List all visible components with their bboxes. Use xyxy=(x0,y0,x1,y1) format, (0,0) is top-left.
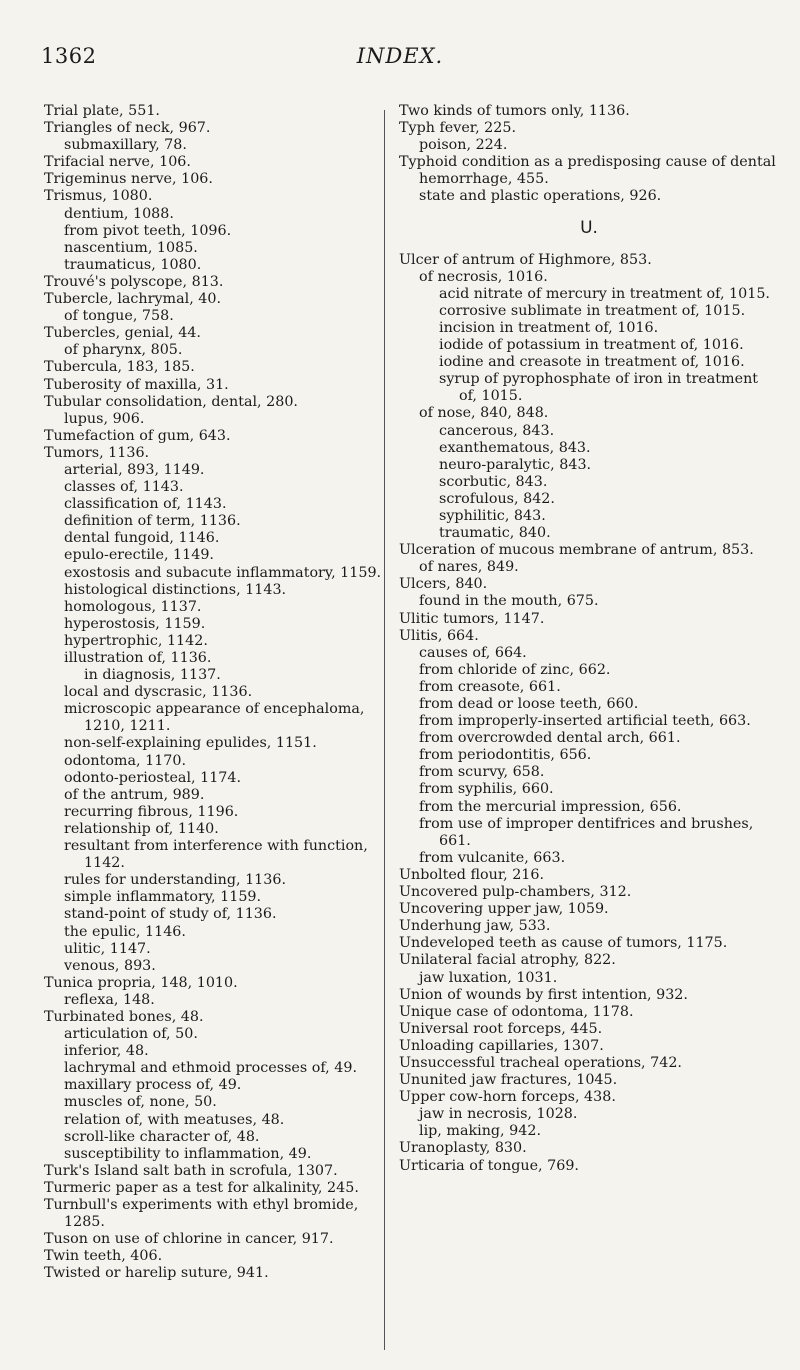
index-entry: acid nitrate of mercury in treatment of, 1015. xyxy=(439,285,770,302)
index-entry: scorbutic, 843. xyxy=(439,473,548,490)
index-entry: incision in treatment of, 1016. xyxy=(439,319,659,336)
index-entry: Unsuccessful tracheal operations, 742. xyxy=(399,1054,682,1071)
index-entry: definition of term, 1136. xyxy=(64,513,241,530)
index-entry: reflexa, 148. xyxy=(64,991,155,1008)
index-entry: from use of improper dentifrices and brushes, 661. xyxy=(419,815,754,849)
index-entry: Tuson on use of chlorine in cancer, 917. xyxy=(44,1231,334,1248)
index-entry: Uncovered pulp-chambers, 312. xyxy=(399,884,632,901)
index-entry: nascentium, 1085. xyxy=(64,239,198,256)
index-entry: in diagnosis, 1137. xyxy=(84,667,221,684)
index-entry: odontoma, 1170. xyxy=(64,752,187,769)
index-group-t-continued xyxy=(399,103,779,206)
index-entry: Upper cow-horn forceps, 438. xyxy=(399,1089,616,1106)
index-entry: homologous, 1137. xyxy=(64,598,202,615)
index-entry: Turbinated bones, 48. xyxy=(44,1008,204,1025)
index-entry: of necrosis, 1016. xyxy=(419,268,548,285)
index-entry: syrup of pyrophosphate of iron in treatment of, 1015. xyxy=(439,371,759,405)
index-entry: causes of, 664. xyxy=(419,644,527,661)
index-entry: Triangles of neck, 967. xyxy=(44,120,211,137)
index-entry: Turmeric paper as a test for alkalinity, 245. xyxy=(44,1179,359,1196)
index-entry: dentium, 1088. xyxy=(64,205,174,222)
index-entry: resultant from interference with function, 1142. xyxy=(64,838,368,872)
index-entry: Tumors, 1136. xyxy=(44,444,150,461)
index-entry: from scurvy, 658. xyxy=(419,764,545,781)
index-entry: maxillary process of, 49. xyxy=(64,1077,242,1094)
index-entry: Turnbull's experiments with ethyl bromide, 1285. xyxy=(44,1197,359,1231)
column-divider xyxy=(384,110,385,1350)
index-entry: from syphilis, 660. xyxy=(419,781,554,798)
index-entry: microscopic appearance of encephaloma, 1210, 1211. xyxy=(64,701,365,735)
index-column-left xyxy=(44,103,384,1282)
index-entry: Trigeminus nerve, 106. xyxy=(44,171,213,188)
index-entry: of nares, 849. xyxy=(419,559,519,576)
index-entry: histological distinctions, 1143. xyxy=(64,581,287,598)
index-entry: relation of, with meatuses, 48. xyxy=(64,1111,285,1128)
index-entry: relationship of, 1140. xyxy=(64,820,219,837)
index-column-right xyxy=(399,103,779,1175)
index-entry: Trouvé's polyscope, 813. xyxy=(44,273,224,290)
index-entry: susceptibility to inflammation, 49. xyxy=(64,1145,312,1162)
index-entry: Unloading capillaries, 1307. xyxy=(399,1037,604,1054)
index-entry: odonto-periosteal, 1174. xyxy=(64,769,242,786)
index-entry: Trismus, 1080. xyxy=(44,188,153,205)
index-entry: Typh fever, 225. xyxy=(399,120,516,137)
index-entry: Union of wounds by first intention, 932. xyxy=(399,986,688,1003)
index-entry: Unique case of odontoma, 1178. xyxy=(399,1003,634,1020)
index-entry: from pivot teeth, 1096. xyxy=(64,222,232,239)
index-entry: of pharynx, 805. xyxy=(64,342,183,359)
index-entry: Tuberosity of maxilla, 31. xyxy=(44,376,229,393)
index-entry: of nose, 840, 848. xyxy=(419,405,549,422)
index-entry: dental fungoid, 1146. xyxy=(64,530,220,547)
index-entry: Turk's Island salt bath in scrofula, 1307. xyxy=(44,1162,338,1179)
index-entry: Uncovering upper jaw, 1059. xyxy=(399,901,609,918)
index-entry: hypertrophic, 1142. xyxy=(64,632,208,649)
index-entry: neuro-paralytic, 843. xyxy=(439,456,592,473)
index-entry: non-self-explaining epulides, 1151. xyxy=(64,735,317,752)
index-entry: cancerous, 843. xyxy=(439,422,555,439)
index-entry: inferior, 48. xyxy=(64,1043,149,1060)
index-entry: Tubercle, lachrymal, 40. xyxy=(44,291,222,308)
index-entry: the epulic, 1146. xyxy=(64,923,186,940)
index-entry: illustration of, 1136. xyxy=(64,650,212,666)
index-entry: muscles of, none, 50. xyxy=(64,1094,217,1111)
index-entry: Unbolted flour, 216. xyxy=(399,866,545,883)
index-entry: Tumefaction of gum, 643. xyxy=(44,427,231,444)
index-entry: Tubercles, genial, 44. xyxy=(44,325,201,342)
index-entry: iodine and creasote in treatment of, 1016. xyxy=(439,354,745,371)
index-entry: epulo-erectile, 1149. xyxy=(64,547,214,564)
index-entry: found in the mouth, 675. xyxy=(419,593,599,610)
index-entry: Trifacial nerve, 106. xyxy=(44,154,191,171)
index-entry: jaw luxation, 1031. xyxy=(419,969,558,986)
index-entry: Undeveloped teeth as cause of tumors, 1175. xyxy=(399,935,728,952)
index-entry: Underhung jaw, 533. xyxy=(399,918,551,935)
index-entry: Ulitis, 664. xyxy=(399,627,479,644)
index-entry: lupus, 906. xyxy=(64,410,145,427)
index-entry: lip, making, 942. xyxy=(419,1123,541,1140)
index-entry: Twisted or harelip suture, 941. xyxy=(44,1265,269,1282)
index-entry: Ulceration of mucous membrane of antrum, 853. xyxy=(399,542,754,559)
index-entry: Tunica propria, 148, 1010. xyxy=(44,974,238,991)
index-entry: classes of, 1143. xyxy=(64,479,184,496)
index-entry: from overcrowded dental arch, 661. xyxy=(419,730,681,747)
index-entry: Twin teeth, 406. xyxy=(44,1248,163,1265)
index-entry: local and dyscrasic, 1136. xyxy=(64,684,253,701)
index-entry: from improperly-inserted artificial teeth, 663. xyxy=(419,713,751,730)
index-entry: Tubular consolidation, dental, 280. xyxy=(44,393,298,410)
index-entry: exostosis and subacute inflammatory, 1159. xyxy=(64,564,382,581)
index-entry: Trial plate, 551. xyxy=(44,103,160,119)
index-group-u xyxy=(399,252,779,1175)
index-entry: iodide of potassium in treatment of, 1016. xyxy=(439,337,744,354)
index-entry: simple inflammatory, 1159. xyxy=(64,889,262,906)
index-entry: classification of, 1143. xyxy=(64,496,227,513)
index-entry: traumatic, 840. xyxy=(439,525,551,542)
page-title: INDEX. xyxy=(356,44,444,68)
page-header xyxy=(0,44,800,84)
index-entry: traumaticus, 1080. xyxy=(64,256,202,273)
index-entry: venous, 893. xyxy=(64,957,156,974)
index-entry: lachrymal and ethmoid processes of, 49. xyxy=(64,1060,357,1077)
index-entry: submaxillary, 78. xyxy=(64,137,187,154)
index-entry: of tongue, 758. xyxy=(64,308,174,325)
index-entry: Urticaria of tongue, 769. xyxy=(399,1157,579,1174)
index-entry: syphilitic, 843. xyxy=(439,507,546,524)
index-entry: Ulcers, 840. xyxy=(399,576,488,593)
index-entry: recurring fibrous, 1196. xyxy=(64,803,239,820)
index-entry: Typhoid condition as a predisposing cause of dental hemorrhage, 455. xyxy=(399,154,776,188)
index-entry: hyperostosis, 1159. xyxy=(64,615,206,632)
index-entry: from the mercurial impression, 656. xyxy=(419,798,682,815)
index-entry: from creasote, 661. xyxy=(419,678,561,695)
index-entry: Tubercula, 183, 185. xyxy=(44,359,195,376)
page-number: 1362 xyxy=(41,44,97,68)
index-entry: Universal root forceps, 445. xyxy=(399,1020,603,1037)
index-entry: from dead or loose teeth, 660. xyxy=(419,696,639,712)
index-entry: Ulcer of antrum of Highmore, 853. xyxy=(399,251,652,268)
index-entry: Ulitic tumors, 1147. xyxy=(399,610,545,627)
index-entry: Ununited jaw fractures, 1045. xyxy=(399,1072,618,1089)
index-entry: poison, 224. xyxy=(419,137,508,154)
index-entry: from chloride of zinc, 662. xyxy=(419,661,611,678)
index-entry: state and plastic operations, 926. xyxy=(419,188,662,205)
index-entry: exanthematous, 843. xyxy=(439,439,591,456)
index-entry: scrofulous, 842. xyxy=(439,490,555,507)
index-entry: from vulcanite, 663. xyxy=(419,849,566,866)
index-entry: Uranoplasty, 830. xyxy=(399,1140,527,1157)
index-entry: corrosive sublimate in treatment of, 1015. xyxy=(439,302,746,319)
index-entry: of the antrum, 989. xyxy=(64,786,205,803)
index-entry: from periodontitis, 656. xyxy=(419,747,592,764)
section-letter-heading: U. xyxy=(580,217,598,238)
index-entry: Unilateral facial atrophy, 822. xyxy=(399,952,616,969)
index-entry: Two kinds of tumors only, 1136. xyxy=(399,103,630,119)
index-entry: rules for understanding, 1136. xyxy=(64,872,287,889)
index-entry: stand-point of study of, 1136. xyxy=(64,906,277,923)
index-entry: ulitic, 1147. xyxy=(64,940,151,957)
index-entry: scroll-like character of, 48. xyxy=(64,1128,260,1145)
index-entry: arterial, 893, 1149. xyxy=(64,461,205,478)
index-entry: articulation of, 50. xyxy=(64,1026,198,1043)
index-entry: jaw in necrosis, 1028. xyxy=(419,1106,578,1123)
